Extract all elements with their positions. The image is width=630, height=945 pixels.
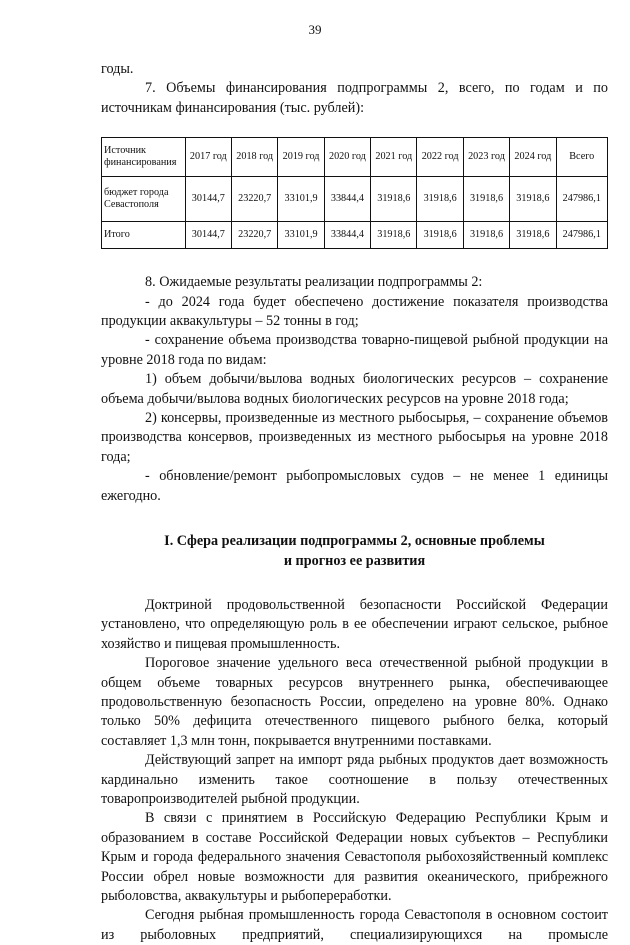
- table-cell: 31918,6: [371, 177, 417, 222]
- table-cell: 31918,6: [463, 177, 509, 222]
- item-8-sub-1: 1) объем добычи/вылова водных биологических ресурсов – сохранение объема добычи/вылова водных биологических ресурсов на уровне 2018 года;: [101, 371, 608, 407]
- table-row: [102, 177, 608, 222]
- table-cell: 247986,1: [556, 177, 607, 222]
- table-cell: 247986,1: [556, 222, 607, 249]
- section-paragraph-2: Пороговое значение удельного веса отечественной рыбной продукции в общем объеме товарных ресурсов внутреннего рынка, обеспечивающее продовольственную безопасность России, определено на уровне 80%. Однако только 50% дефицита отечественного пищевого рыбного белка, который составляет 1,3 млн тонн, покрывается внутренними поставками.: [101, 655, 608, 749]
- section-paragraph-4: В связи с принятием в Российскую Федерацию Республики Крым и образованием в составе Российской Федерации новых субъектов – Республики Крым и города федерального значения Севастополя рыбохозяйственный комплекс России обрел новые возможности для развития океанического, прибрежного рыболовства, аквакультуры и рыбопереработки.: [101, 810, 608, 904]
- table-header-cell: Источник финансирования: [102, 138, 186, 177]
- table-cell: 31918,6: [510, 222, 556, 249]
- table-header-cell: 2019 год: [278, 138, 324, 177]
- page-content: [101, 60, 608, 945]
- item-8-bullet-2: - сохранение объема производства товарно-пищевой рыбной продукции на уровне 2018 года по видам:: [101, 332, 608, 368]
- table-cell: 33101,9: [278, 222, 324, 249]
- table-header-cell: 2017 год: [185, 138, 231, 177]
- table-cell: 23220,7: [232, 177, 278, 222]
- section-heading-line-1: I. Сфера реализации подпрограммы 2, основные проблемы: [164, 533, 545, 550]
- table-cell: 33101,9: [278, 177, 324, 222]
- table-cell: Итого: [102, 222, 186, 249]
- section-paragraph-1: Доктриной продовольственной безопасности Российской Федерации установлено, что определяющую роль в ее обеспечении играют сельское, рыбное хозяйство и пищевая промышленность.: [101, 596, 608, 652]
- item-8-bullet-3: - обновление/ремонт рыбопромысловых судов – не менее 1 единицы ежегодно.: [101, 468, 608, 504]
- table-row: [102, 222, 608, 249]
- item-8-sub-2: 2) консервы, произведенные из местного рыбосырья, – сохранение объемов производства консервов, произведенных из местного рыбосырья на уровне 2018 года;: [101, 410, 608, 465]
- table-header-row: [102, 138, 608, 177]
- financing-table: [101, 137, 608, 249]
- table-header-cell: 2023 год: [463, 138, 509, 177]
- top-fragment: годы.: [101, 61, 134, 77]
- item-8-title: 8. Ожидаемые результаты реализации подпрограммы 2:: [145, 274, 483, 291]
- section-paragraph-5: Сегодня рыбная промышленность города Севастополя в основном состоит из рыболовных предприятий, специализирующихся на промысле: [101, 907, 608, 943]
- section-paragraph-3: Действующий запрет на импорт ряда рыбных продуктов дает возможность кардинально изменить такое соотношение в пользу отечественных товаропроизводителей рыбной продукции.: [101, 752, 608, 807]
- table-cell: 31918,6: [463, 222, 509, 249]
- table-cell: 31918,6: [417, 177, 463, 222]
- table-cell: 23220,7: [232, 222, 278, 249]
- table-cell: бюджет города Севастополя: [102, 177, 186, 222]
- table-header-cell: 2022 год: [417, 138, 463, 177]
- section-heading-line-2: и прогноз ее развития: [283, 552, 426, 569]
- table-cell: 30144,7: [185, 177, 231, 222]
- table-header-cell: 2021 год: [371, 138, 417, 177]
- item-8-bullet-1: - до 2024 года будет обеспечено достижение показателя производства продукции аквакультуры – 52 тонны в год;: [101, 293, 608, 330]
- item-7-paragraph: 7. Объемы финансирования подпрограммы 2, всего, по годам и по источникам финансирования (тыс. рублей):: [101, 80, 608, 116]
- table-header-cell: 2024 год: [510, 138, 556, 177]
- table-header-cell: 2018 год: [232, 138, 278, 177]
- table-cell: 33844,4: [324, 222, 370, 249]
- table-header-cell: Всего: [556, 138, 607, 177]
- table-cell: 31918,6: [510, 177, 556, 222]
- table-header-cell: 2020 год: [324, 138, 370, 177]
- table-cell: 31918,6: [371, 222, 417, 249]
- page-number: 39: [308, 22, 322, 37]
- table-cell: 33844,4: [324, 177, 370, 222]
- table-cell: 30144,7: [185, 222, 231, 249]
- table-cell: 31918,6: [417, 222, 463, 249]
- section-heading: [101, 532, 608, 571]
